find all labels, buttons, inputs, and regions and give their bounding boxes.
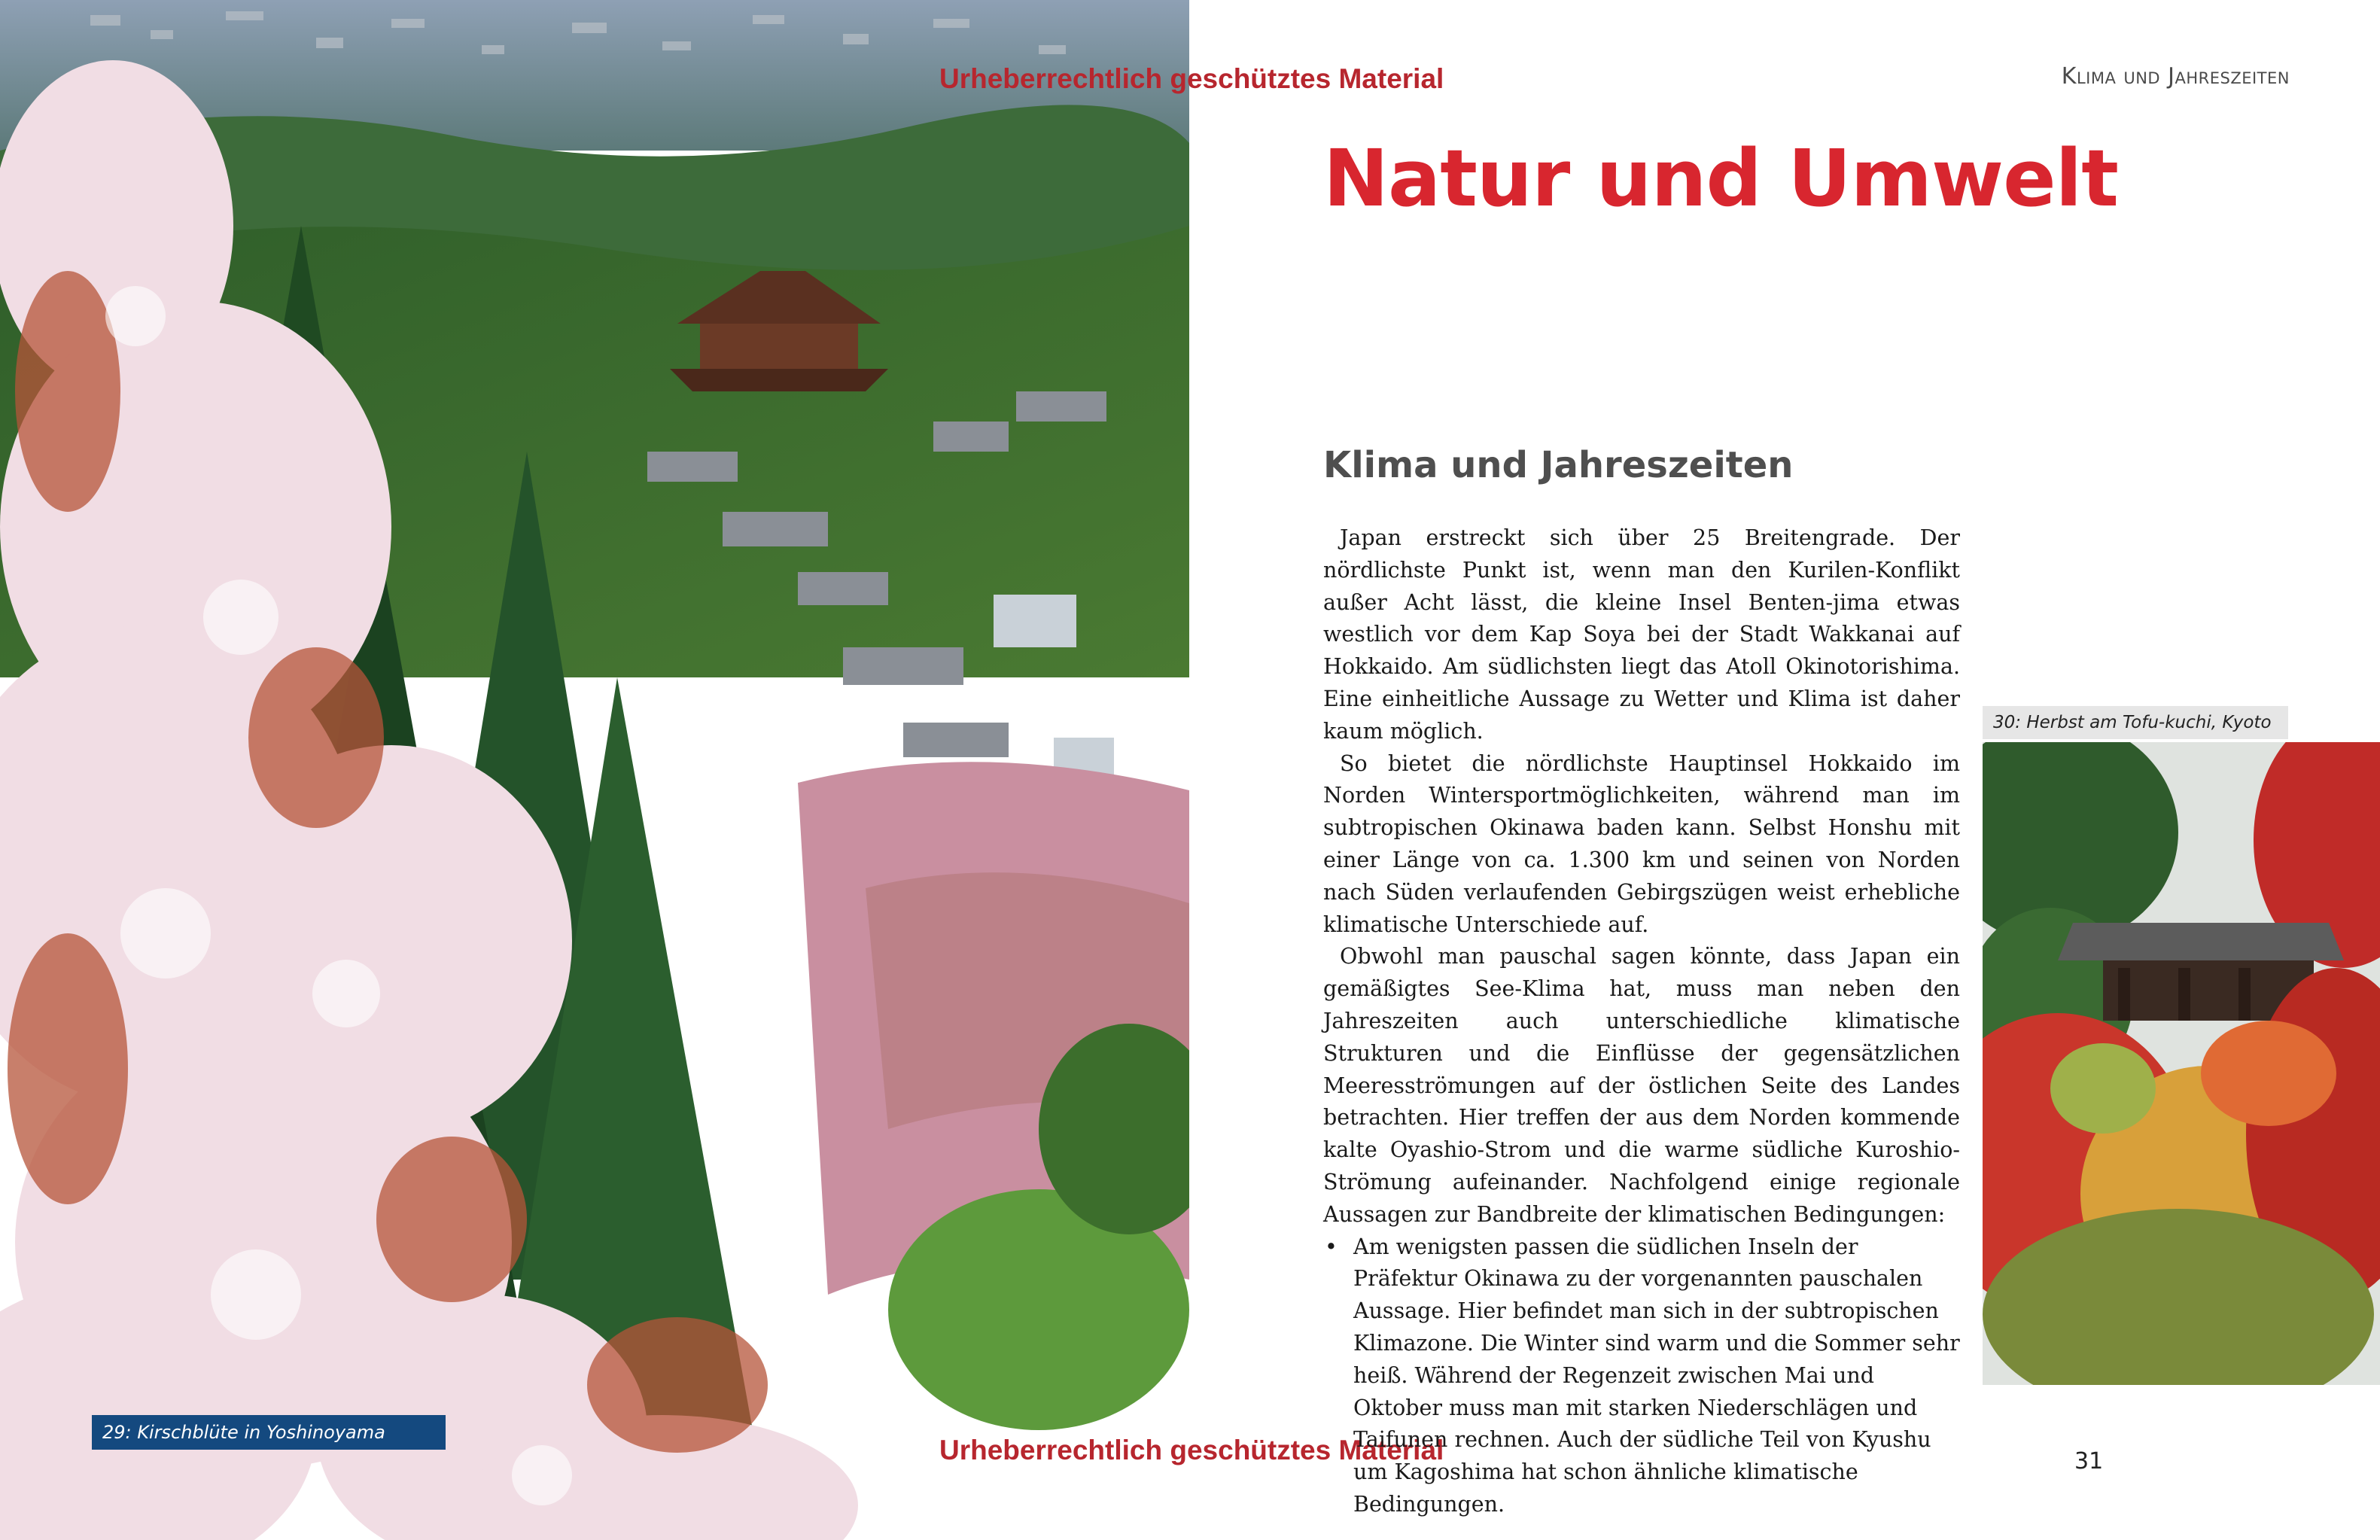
bullet-icon: • [1325,1234,1338,1259]
chapter-title: Natur und Umwelt [1323,132,2118,224]
running-head: Klima und Jahreszeiten [2061,63,2290,90]
bullet-list [1323,1231,1960,1521]
caption-photo-30: 30: Herbst am Tofu-kuchi, Kyoto [1983,706,2288,739]
watermark-top: Urheberrechtlich geschütztes Material [939,63,1444,94]
photo-cherry-blossom-yoshinoyama [0,0,1189,1540]
paragraph: So bietet die nördlichste Hauptinsel Hokkaido im Norden Wintersportmöglichkeiten, während man im subtropischen Okinawa baden kann. Selbst Honshu mit einer Länge von ca. 1.300 km und seinen von Norden nach Süden verlaufenden Gebirgszügen weist erhebliche klimatische Unterschiede auf. [1323,750,1960,937]
paragraph: Obwohl man pauschal sagen könnte, dass Japan ein gemäßigtes See-Klima hat, muss man neben den Jahreszeiten auch unterschiedliche klimatische Strukturen und die Einflüsse der gegensätzlichen Meeresströmungen auf der östlichen Seite des Landes betrachten. Hier treffen der aus dem Norden kommende kalte Oyashio-Strom und die warme südliche Kuroshio-Strömung aufeinander. Nachfolgend einige regionale Aussagen zur Bandbreite der klimatischen Bedingungen: [1323,944,1960,1227]
section-title: Klima und Jahreszeiten [1323,444,1794,486]
body-text [1323,522,1960,1521]
bullet-text: Am wenigsten passen die südlichen Inseln der Präfektur Okinawa zu der vorgenannten pauschalen Aussage. Hier befindet man sich in der subtropischen Klimazone. Die Winter sind warm und die Sommer sehr heiß. Während der Regenzeit zwischen Mai und Oktober muss man mit starken Niederschlägen und Taifunen rechnen. Auch der südliche Teil von Kyushu um Kagoshima hat schon ähnliche klimatische Bedingungen. [1353,1234,1960,1517]
caption-photo-29: 29: Kirschblüte in Yoshinoyama [92,1415,446,1450]
paragraph: Japan erstreckt sich über 25 Breitengrade. Der nördlichste Punkt ist, wenn man den Kurilen-Konflikt außer Acht lässt, die kleine Insel Benten-jima etwas westlich vor dem Kap Soya bei der Stadt Wakkanai auf Hokkaido. Am südlichsten liegt das Atoll Okinotorishima. Eine einheitliche Aussage zu Wetter und Klima ist daher kaum möglich. [1323,525,1960,744]
photo-autumn-kyoto [1983,742,2380,1385]
watermark-bottom: Urheberrechtlich geschütztes Material [939,1435,1444,1465]
bullet-item [1323,1231,1960,1521]
page-number: 31 [2074,1448,2104,1475]
